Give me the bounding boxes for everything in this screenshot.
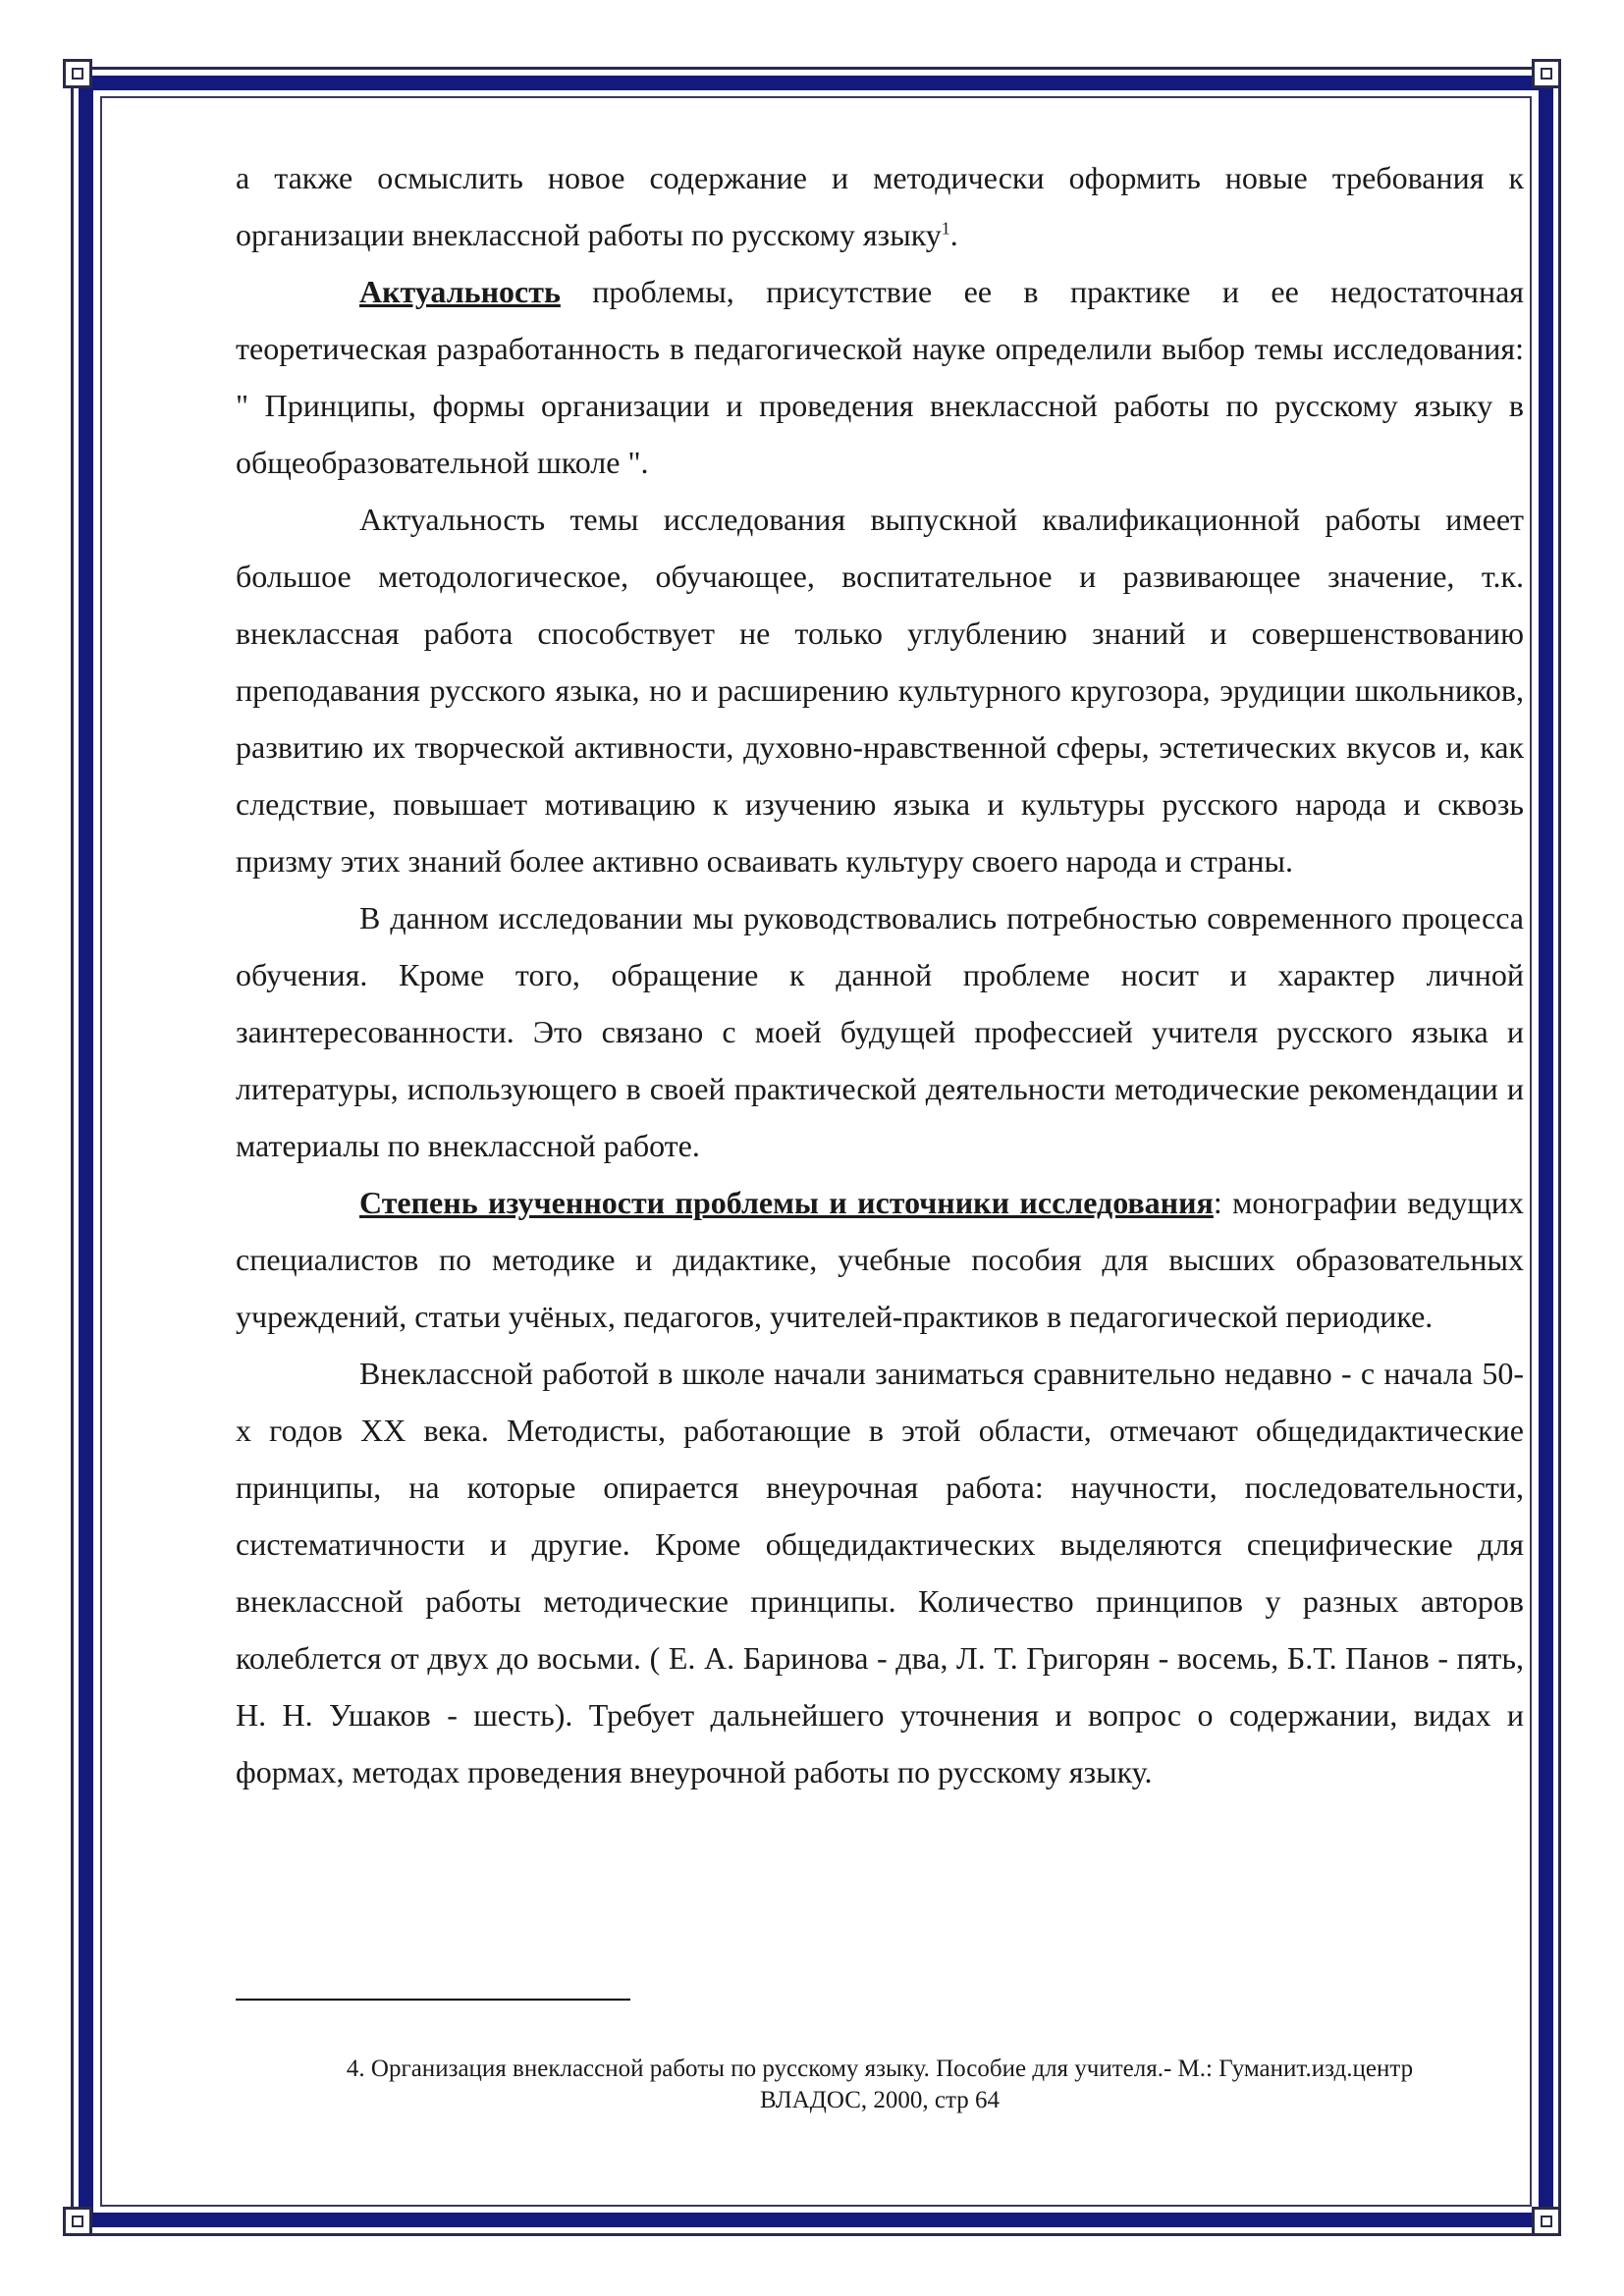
paragraph-sources	[236, 1174, 1524, 1345]
paragraph-relevance-detail: Актуальность темы исследования выпускной квалификационной работы имеет большое методологическое, обучающее, воспитательное и развивающее значение, т.к. внеклассная работа способствует не только углублению знаний и совершенствованию преподавания русского языка, но и расширению культурного кругозора, эрудиции школьников, развитию их творческой активности, духовно-нравственной сферы, эстетических вкусов и, как следствие, повышает мотивацию к изучению языка и культуры русского народа и сквозь призму этих знаний более активно осваивать культуру своего народа и страны.	[236, 502, 1524, 879]
footnote-line-1: 4. Организация внеклассной работы по русскому языку. Пособие для учителя.- М.: Гуманит.изд.центр	[346, 2056, 1414, 2082]
relevance-heading: Актуальность	[359, 274, 561, 309]
paragraph-text: проблемы, присутствие ее в практике и ее недостаточная теоретическая разработанность в педагогической науке определили выбор темы исследования: " Принципы, формы организации и проведения внеклассной работы по русскому языку в общеобразовательной школе ".	[236, 274, 1524, 480]
document-body	[236, 149, 1524, 1800]
corner-ornament-bottom-right	[1532, 2207, 1561, 2236]
corner-ornament-bottom-left	[63, 2207, 92, 2236]
corner-ornament-top-left	[63, 59, 92, 88]
paragraph-relevance	[236, 263, 1524, 491]
sources-heading: Степень изученности проблемы и источники исследования	[359, 1185, 1214, 1220]
paragraph-continuation	[236, 149, 1524, 263]
paragraph-text-end: .	[949, 217, 958, 252]
footnote-separator	[236, 1999, 630, 2001]
footnote	[236, 2054, 1524, 2116]
footnote-ref: 1	[941, 218, 950, 239]
footnote-line-2: ВЛАДОС, 2000, стр 64	[760, 2087, 1000, 2113]
paragraph-motivation: В данном исследовании мы руководствовались потребностью современного процесса обучения. Кроме того, обращение к данной проблеме носит и характер личной заинтересованности. Это связано с моей будущей профессией учителя русского языка и литературы, использующего в своей практической деятельности методические рекомендации и материалы по внеклассной работе.	[236, 900, 1524, 1163]
corner-ornament-top-right	[1532, 59, 1561, 88]
paragraph-text: : монографии ведущих специалистов по методике и дидактике, учебные пособия для высших образовательных учреждений, статьи учёных, педагогов, учителей-практиков в педагогической периодике.	[236, 1185, 1525, 1334]
paragraph-history: Внеклассной работой в школе начали заниматься сравнительно недавно - с начала 50-х годов XX века. Методисты, работающие в этой области, отмечают общедидактические принципы, на которые опирается внеурочная работа: научности, последовательности, систематичности и другие. Кроме общедидактических выделяются специфические для внеклассной работы методические принципы. Количество принципов у разных авторов колеблется от двух до восьми. ( Е. А. Баринова - два, Л. Т. Григорян - восемь, Б.Т. Панов - пять, Н. Н. Ушаков - шесть). Требует дальнейшего уточнения и вопрос о содержании, видах и формах, методах проведения внеурочной работы по русскому языку.	[236, 1356, 1524, 1789]
paragraph-text: а также осмыслить новое содержание и методически оформить новые требования к организации внеклассной работы по русскому языку	[236, 160, 1524, 252]
